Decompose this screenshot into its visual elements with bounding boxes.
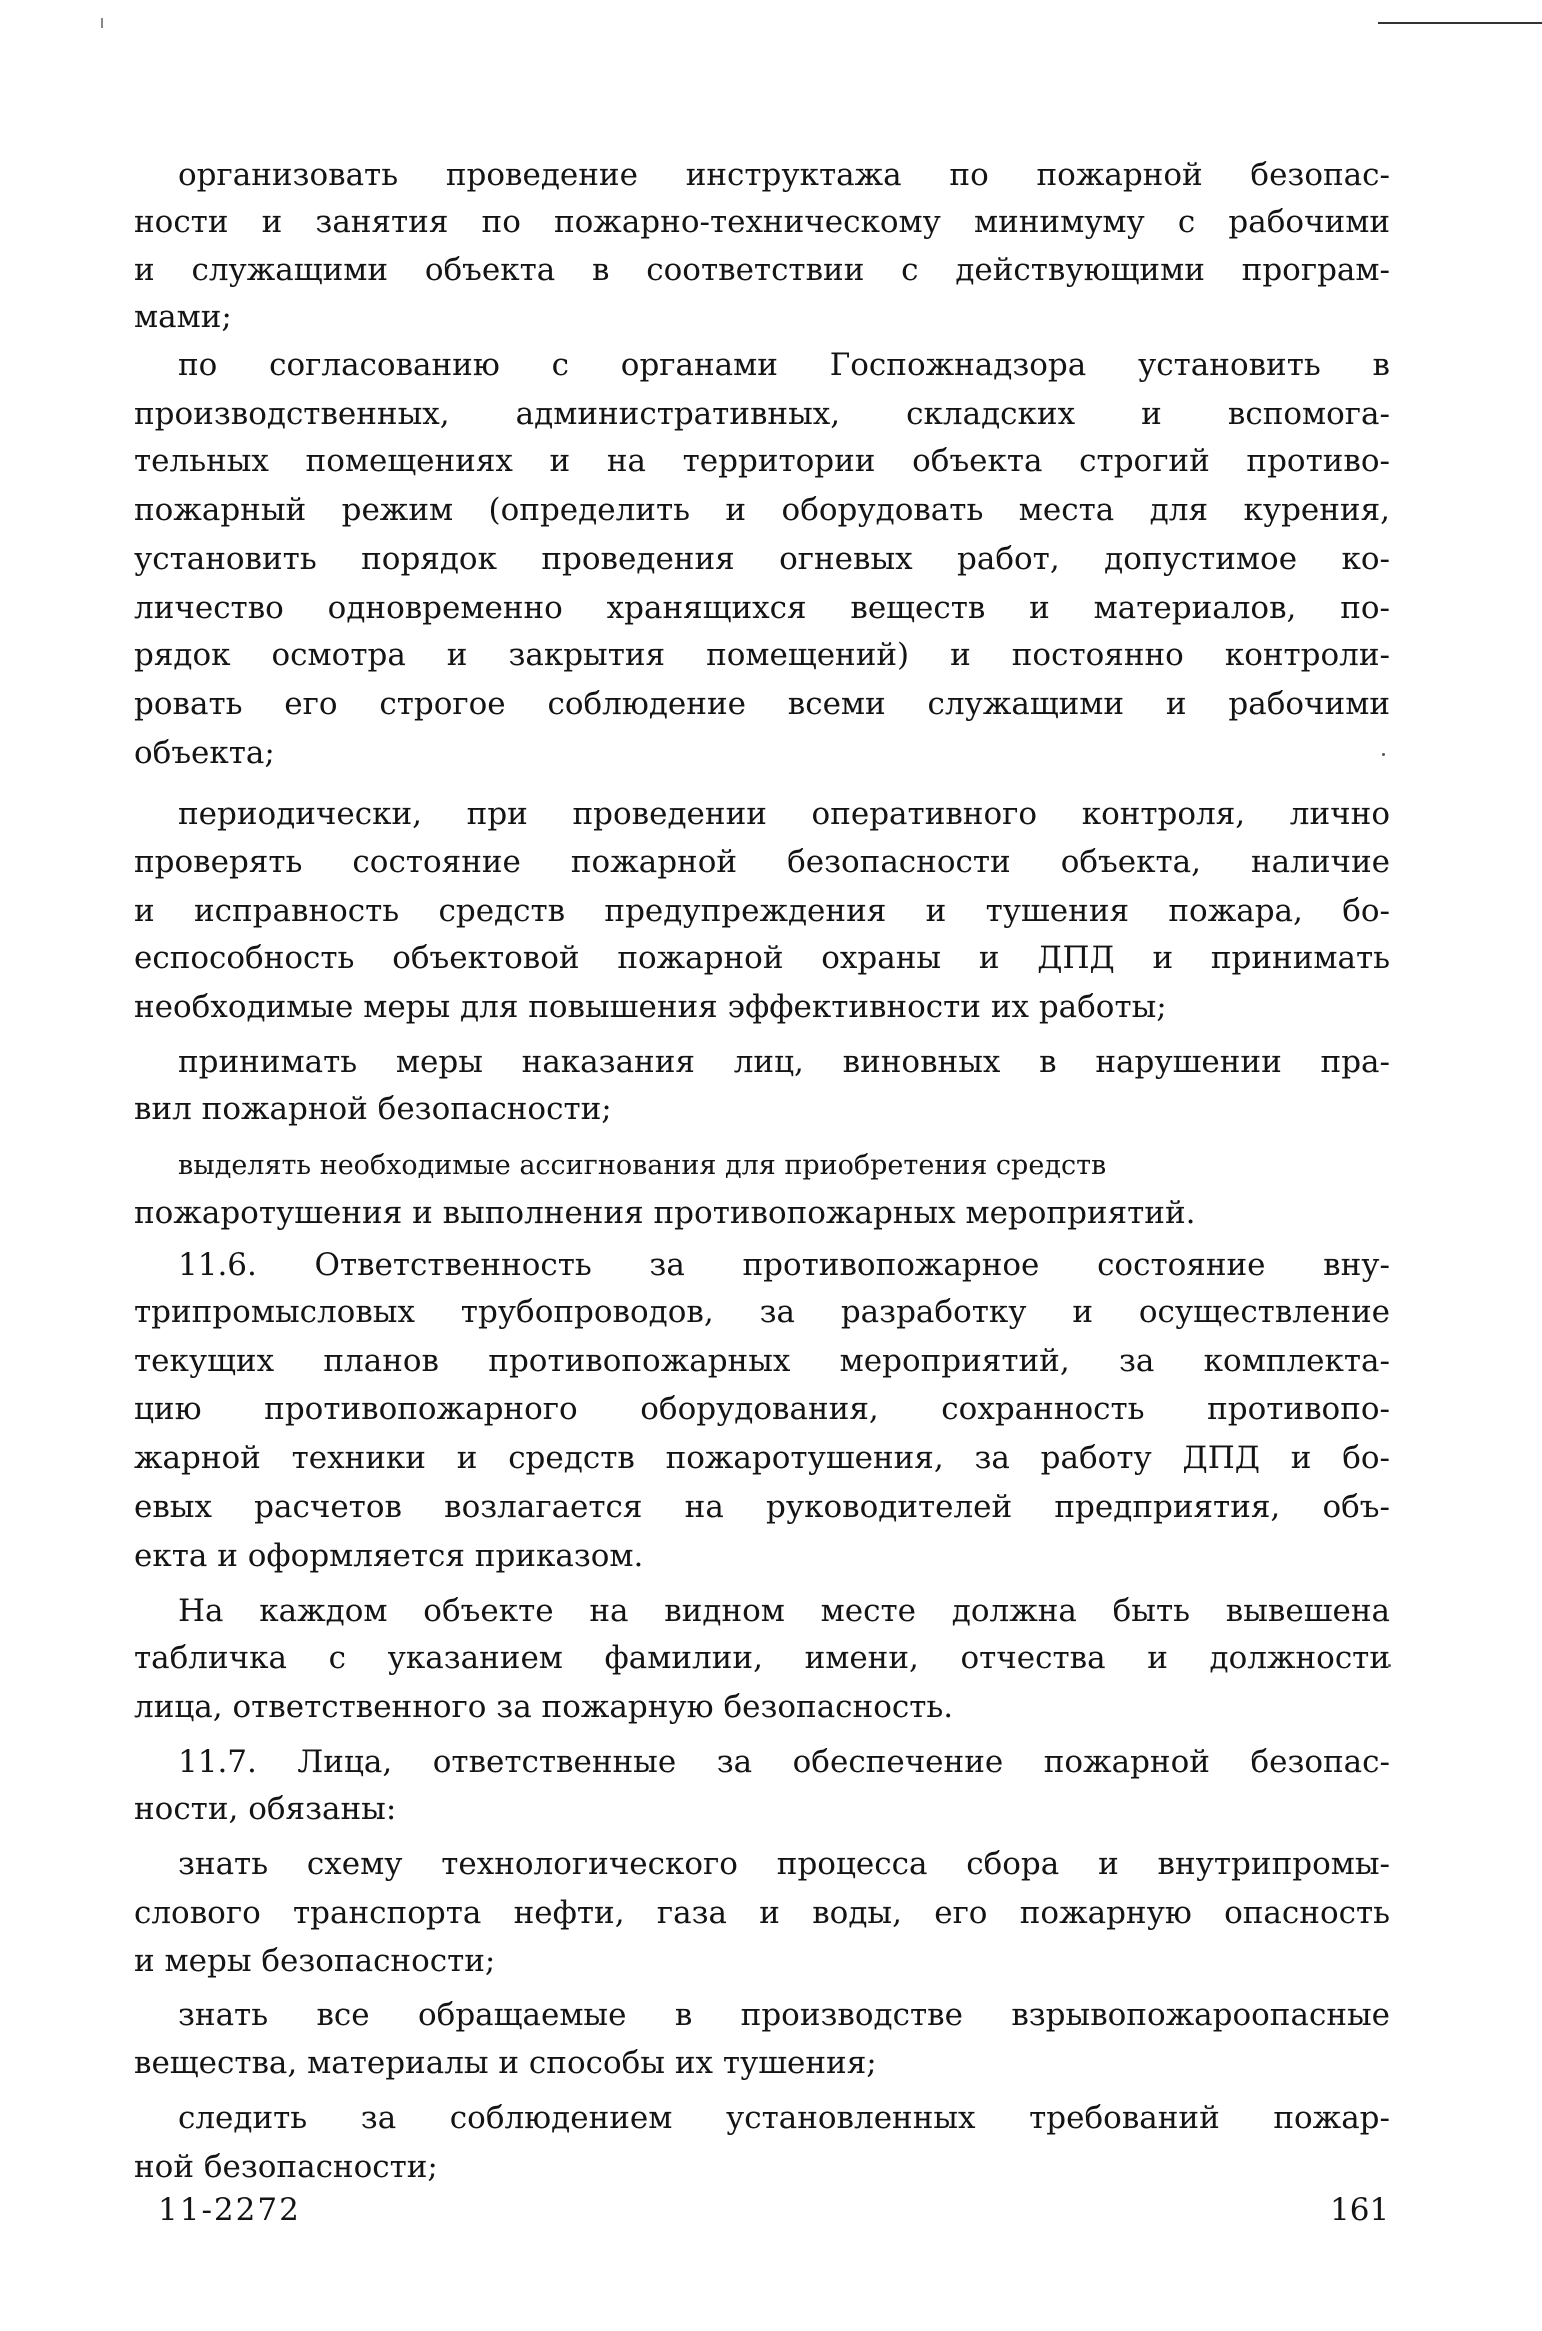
text-line: ности, обязаны: <box>134 1791 397 1827</box>
text-line: производственных, административных, складских и вспомога- <box>134 396 1390 432</box>
text-line: табличка с указанием фамилии, имени, отчества и должности <box>134 1640 1390 1676</box>
text-line: еспособность объектовой пожарной охраны и ДПД и принимать <box>134 940 1390 976</box>
text-line: трипромысловых трубопроводов, за разработку и осуществление <box>134 1294 1390 1330</box>
text-line: знать все обращаемые в производстве взрывопожароопасные <box>178 1997 1390 2033</box>
text-line: На каждом объекте на видном месте должна быть вывешена <box>178 1593 1390 1629</box>
text-line: вил пожарной безопасности; <box>134 1091 612 1127</box>
header-rule <box>1378 22 1542 24</box>
text-line: знать схему технологического процесса сбора и внутрипромы- <box>178 1846 1390 1882</box>
text-line: мами; <box>134 299 232 335</box>
page-number: 161 <box>1330 2192 1390 2228</box>
scan-mark <box>101 18 103 28</box>
text-line: жарной техники и средств пожаротушения, за работу ДПД и бо- <box>134 1440 1390 1476</box>
text-line: пожарный режим (определить и оборудовать места для курения, <box>134 492 1390 528</box>
text-line: ной безопасности; <box>134 2149 438 2185</box>
text-line: и меры безопасности; <box>134 1943 496 1979</box>
text-line: ровать его строгое соблюдение всеми служащими и рабочими <box>134 686 1390 722</box>
text-line: екта и оформляется приказом. <box>134 1538 644 1574</box>
text-line: слового транспорта нефти, газа и воды, его пожарную опасность <box>134 1895 1390 1931</box>
text-line: по согласованию с органами Госпожнадзора установить в <box>178 347 1390 383</box>
text-line: объекта; <box>134 735 275 771</box>
text-line: текущих планов противопожарных мероприятий, за комплекта- <box>134 1343 1390 1379</box>
text-line: ности и занятия по пожарно-техническому минимуму с рабочими <box>134 204 1390 240</box>
text-line: 11.6. Ответственность за противопожарное состояние вну- <box>178 1247 1390 1283</box>
text-line: вещества, материалы и способы их тушения; <box>134 2045 877 2081</box>
text-line: 11.7. Лица, ответственные за обеспечение пожарной безопас- <box>178 1744 1390 1780</box>
text-line: пожаротушения и выполнения противопожарных мероприятий. <box>134 1195 1196 1231</box>
text-line: проверять состояние пожарной безопасности объекта, наличие <box>134 844 1390 880</box>
text-line: евых расчетов возлагается на руководителей предприятия, объ- <box>134 1489 1390 1525</box>
text-line: и служащими объекта в соответствии с действующими програм- <box>134 252 1390 288</box>
text-line: лица, ответственного за пожарную безопасность. <box>134 1689 954 1725</box>
text-line: необходимые меры для повышения эффективности их работы; <box>134 989 1167 1025</box>
text-line: следить за соблюдением установленных требований пожар- <box>178 2100 1390 2136</box>
text-line: выделять необходимые ассигнования для приобретения средств <box>178 1150 1107 1181</box>
text-line: организовать проведение инструктажа по пожарной безопас- <box>178 157 1390 193</box>
text-line: личество одновременно хранящихся веществ и материалов, по- <box>134 590 1390 626</box>
text-line: принимать меры наказания лиц, виновных в нарушении пра- <box>178 1044 1390 1080</box>
text-line: тельных помещениях и на территории объекта строгий противо- <box>134 443 1390 479</box>
text-line: цию противопожарного оборудования, сохранность противопо- <box>134 1391 1390 1427</box>
text-line: рядок осмотра и закрытия помещений) и постоянно контроли- <box>134 637 1390 673</box>
text-line: периодически, при проведении оперативного контроля, лично <box>178 796 1390 832</box>
text-line: и исправность средств предупреждения и тушения пожара, бо- <box>134 893 1390 929</box>
printer-signature: 11-2272 <box>158 2192 301 2228</box>
text-line: установить порядок проведения огневых работ, допустимое ко- <box>134 541 1390 577</box>
